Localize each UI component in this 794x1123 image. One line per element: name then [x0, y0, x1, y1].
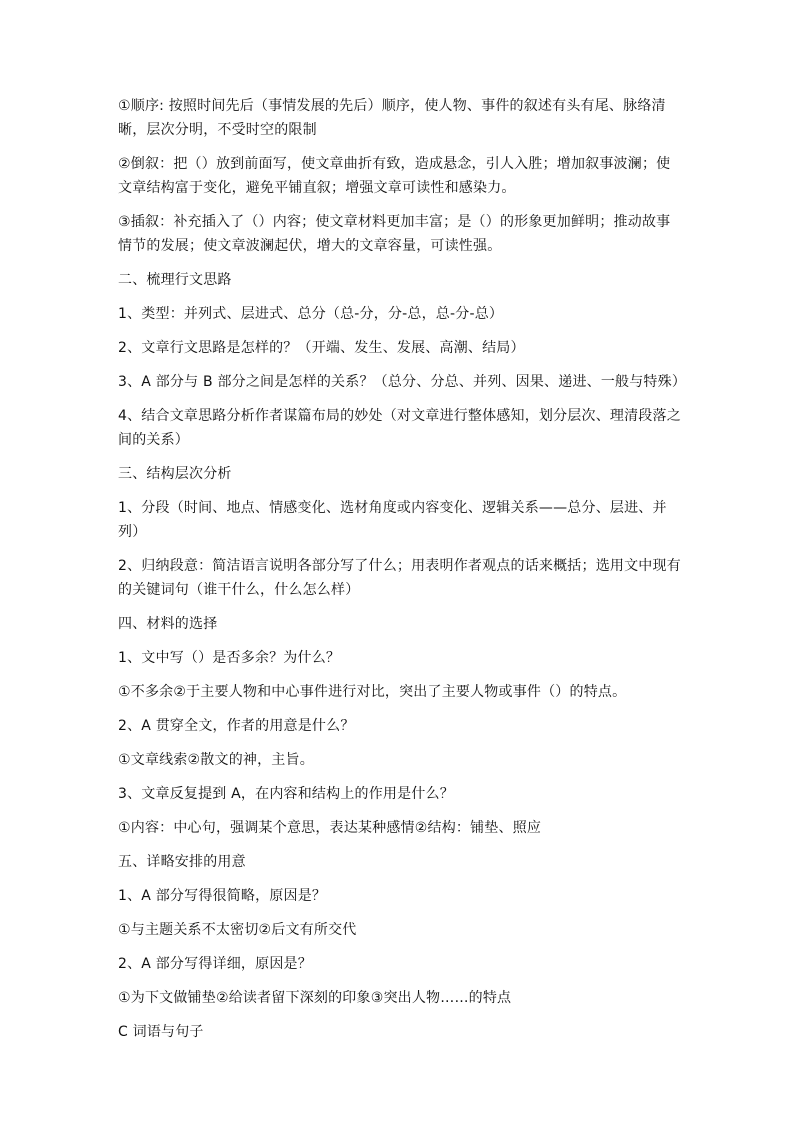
paragraph-answer: ①不多余②于主要人物和中心事件进行对比，突出了主要人物或事件（）的特点。 [118, 684, 627, 700]
paragraph-item: 2、A 部分写得详细，原因是？ [118, 956, 312, 972]
paragraph-flashforward-sequence: ①顺序: 按照时间先后（事情发展的先后）顺序，使人物、事件的叙述有头有尾、脉络清晰，层次分明，不受时空的限制 [118, 98, 666, 138]
paragraph-item: 2、文章行文思路是怎样的？（开端、发生、发展、高潮、结局） [118, 340, 525, 356]
section-heading-5: 五、详略安排的用意 [118, 854, 246, 870]
paragraph-answer: ①与主题关系不太密切②后文有所交代 [118, 922, 357, 938]
section-heading-c: C 词语与句子 [118, 1024, 204, 1040]
document-body [118, 94, 687, 1054]
paragraph-item: 1、类型：并列式、层进式、总分（总-分，分-总，总-分-总） [118, 306, 504, 322]
paragraph-answer: ①为下文做铺垫②给读者留下深刻的印象③突出人物……的特点 [118, 990, 512, 1006]
paragraph-item: 3、A 部分与 B 部分之间是怎样的关系？（总分、分总、并列、因果、递进、一般与特殊） [118, 374, 687, 390]
paragraph-item: 2、归纳段意：简洁语言说明各部分写了什么；用表明作者观点的话来概括；选用文中现有的关键词句（谁干什么，什么怎么样） [118, 558, 681, 598]
paragraph-flashback: ②倒叙：把（）放到前面写，使文章曲折有致，造成悬念，引人入胜；增加叙事波澜；使文章结构富于变化，避免平铺直叙；增强文章可读性和感染力。 [118, 156, 671, 196]
paragraph-item: 4、结合文章思路分析作者谋篇布局的妙处（对文章进行整体感知，划分层次、理清段落之间的关系） [118, 408, 681, 448]
paragraph-item: 3、文章反复提到 A，在内容和结构上的作用是什么？ [118, 786, 454, 802]
section-heading-3: 三、结构层次分析 [118, 466, 232, 482]
paragraph-answer: ①内容：中心句，强调某个意思，表达某种感情②结构：铺垫、照应 [118, 820, 542, 836]
section-heading-4: 四、材料的选择 [118, 616, 218, 632]
paragraph-answer: ①文章线索②散文的神，主旨。 [118, 752, 314, 768]
paragraph-item: 2、A 贯穿全文，作者的用意是什么？ [118, 718, 355, 734]
paragraph-interpolation: ③插叙：补充插入了（）内容；使文章材料更加丰富；是（）的形象更加鲜明；推动故事情节的发展；使文章波澜起伏，增大的文章容量，可读性强。 [118, 214, 671, 254]
section-heading-2: 二、梳理行文思路 [118, 272, 232, 288]
paragraph-item: 1、文中写（）是否多余？为什么？ [118, 650, 341, 666]
paragraph-item: 1、分段（时间、地点、情感变化、选材角度或内容变化、逻辑关系——总分、层进、并列） [118, 500, 667, 540]
paragraph-item: 1、A 部分写得很简略，原因是？ [118, 888, 327, 904]
